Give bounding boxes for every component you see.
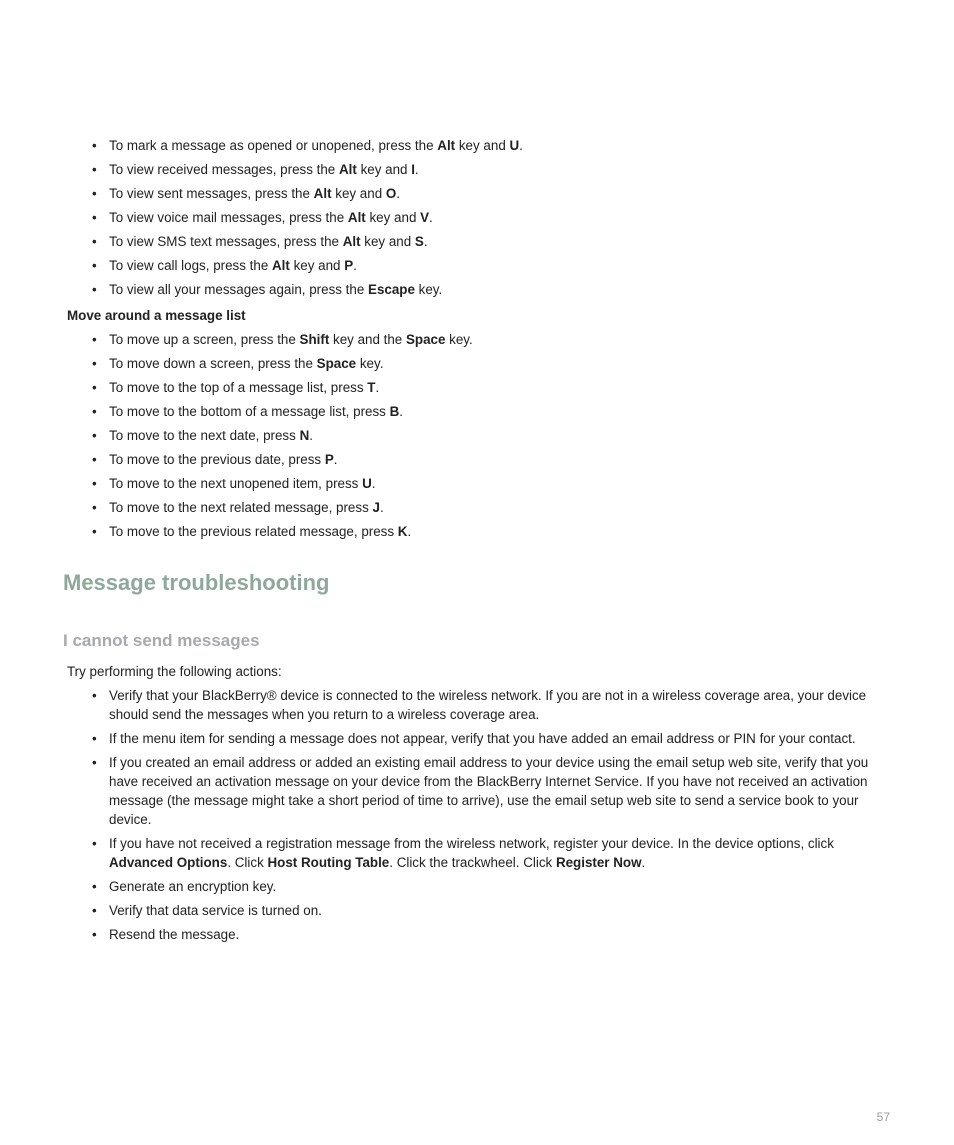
bullet-icon: • (92, 210, 97, 225)
list-item: • If the menu item for sending a message does not appear, verify that you have added an email address or PIN for your contact. (92, 731, 856, 746)
bullet-icon: • (92, 500, 97, 515)
list-item: • To view received messages, press the Alt key and I. (92, 162, 419, 177)
list-item: • To move to the bottom of a message list, press B. (92, 404, 403, 419)
bullet-icon: • (92, 234, 97, 249)
bullet-icon: • (92, 404, 97, 419)
bullet-icon: • (92, 452, 97, 467)
move-shortcuts-list (92, 330, 892, 546)
list-item: • To move to the previous related message, press K. (92, 524, 412, 539)
bullet-icon: • (92, 524, 97, 539)
list-item: • To view SMS text messages, press the Alt key and S. (92, 234, 428, 249)
view-shortcuts-list (92, 136, 892, 304)
list-item: • To move up a screen, press the Shift key and the Space key. (92, 332, 473, 347)
list-item: • To move to the next unopened item, press U. (92, 476, 376, 491)
troubleshooting-steps-list (92, 686, 892, 949)
list-item: • Verify that your BlackBerry® device is connected to the wireless network. If you are not in a wireless coverage area, your device should send the messages when you return to a wireless coverage area. (92, 688, 867, 722)
page-number: 57 (876, 1110, 890, 1124)
bullet-icon: • (92, 356, 97, 371)
list-item: • If you have not received a registration message from the wireless network, register your device. In the device options, click Advanced Options. Click Host Routing Table. Click the trackwheel. Click Register Now. (92, 836, 834, 870)
list-item: • To view sent messages, press the Alt key and O. (92, 186, 401, 201)
topic-title: I cannot send messages (63, 631, 260, 650)
list-item: • To move down a screen, press the Space key. (92, 356, 384, 371)
bullet-icon: • (92, 138, 97, 153)
bullet-icon: • (92, 332, 97, 347)
list-item: • To move to the previous date, press P. (92, 452, 338, 467)
bullet-icon: • (92, 879, 97, 894)
bullet-icon: • (92, 258, 97, 273)
list-item: • Generate an encryption key. (92, 879, 277, 894)
list-item: • To move to the top of a message list, press T. (92, 380, 380, 395)
list-item: • To move to the next related message, press J. (92, 500, 384, 515)
bullet-icon: • (92, 903, 97, 918)
bullet-icon: • (92, 688, 97, 703)
bullet-icon: • (92, 731, 97, 746)
bullet-icon: • (92, 428, 97, 443)
bullet-icon: • (92, 476, 97, 491)
section-subheading: Move around a message list (67, 308, 246, 323)
intro-text: Try performing the following actions: (67, 664, 282, 679)
bullet-icon: • (92, 927, 97, 942)
bullet-icon: • (92, 836, 97, 851)
list-item: • Verify that data service is turned on. (92, 903, 322, 918)
bullet-icon: • (92, 162, 97, 177)
list-item: • To mark a message as opened or unopened, press the Alt key and U. (92, 138, 523, 153)
list-item: • To view call logs, press the Alt key and P. (92, 258, 357, 273)
bullet-icon: • (92, 380, 97, 395)
bullet-icon: • (92, 755, 97, 770)
list-item: • Resend the message. (92, 927, 240, 942)
list-item: • To view voice mail messages, press the Alt key and V. (92, 210, 433, 225)
bullet-icon: • (92, 186, 97, 201)
list-item: • To move to the next date, press N. (92, 428, 313, 443)
list-item: • To view all your messages again, press the Escape key. (92, 282, 443, 297)
list-item: • If you created an email address or added an existing email address to your device using the email setup web site, verify that you have received an activation message on your device from the BlackBerry Internet Service. If you have not received an activation message (the message might take a short period of time to arrive), use the email setup web site to send a service book to your device. (92, 755, 869, 827)
section-title: Message troubleshooting (63, 570, 330, 595)
bullet-icon: • (92, 282, 97, 297)
